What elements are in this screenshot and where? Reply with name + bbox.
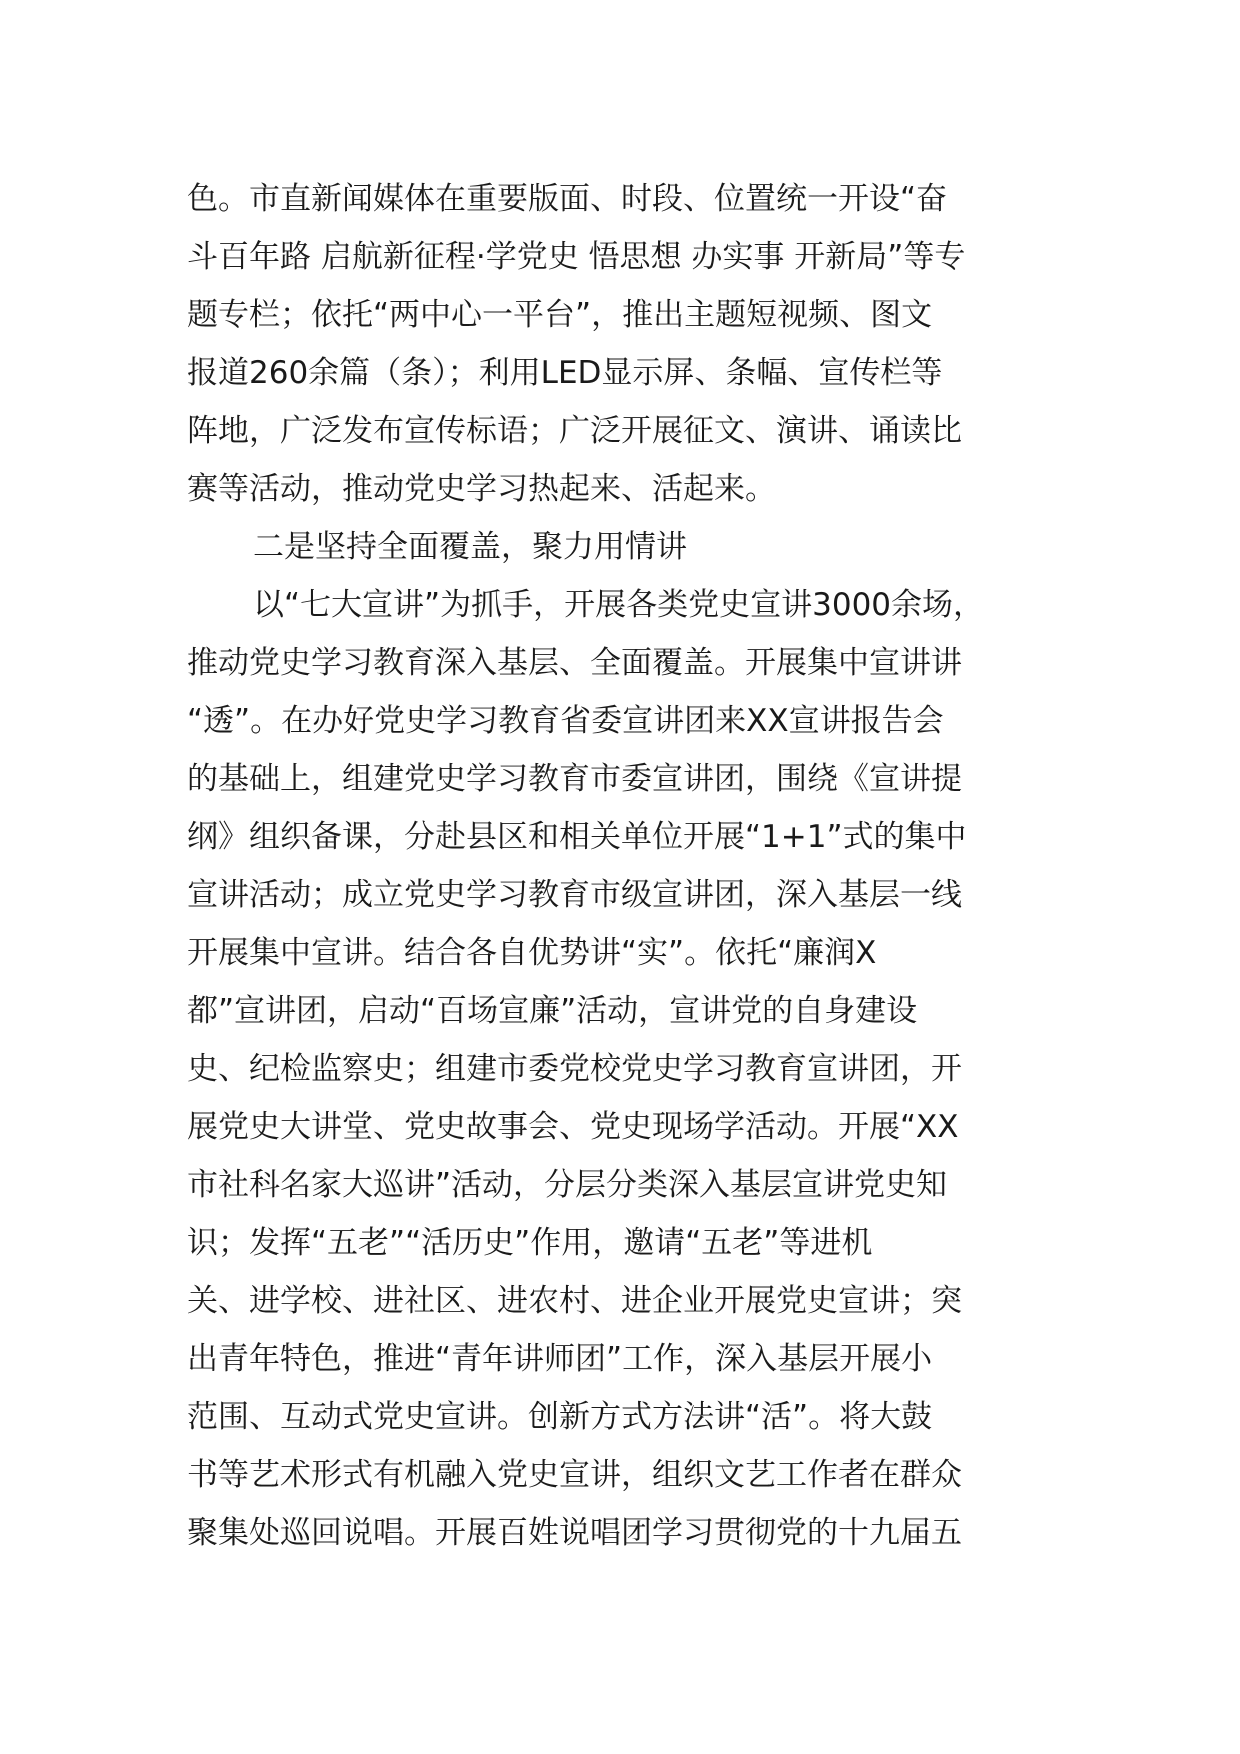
text-line: 色。市直新闻媒体在重要版面、时段、位置统一开设“奋 [187,181,948,217]
text-line: 开展集中宣讲。结合各自优势讲“实”。依托“廉润X [187,935,877,971]
text-line: 展党史大讲堂、党史故事会、党史现场学活动。开展“XX [187,1109,959,1145]
section-heading: 二是坚持全面覆盖，聚力用情讲 [253,529,687,565]
text-line: 市社科名家大巡讲”活动，分层分类深入基层宣讲党史知 [187,1167,948,1203]
text-line: 出青年特色，推进“青年讲师团”工作，深入基层开展小 [187,1341,933,1377]
text-line: 阵地，广泛发布宣传标语；广泛开展征文、演讲、诵读比 [187,413,962,449]
text-line: 题专栏；依托“两中心一平台”，推出主题短视频、图文 [187,297,933,333]
text-line: “透”。在办好党史学习教育省委宣讲团来XX宣讲报告会 [187,703,944,739]
text-line: 史、纪检监察史；组建市委党校党史学习教育宣讲团，开 [187,1051,962,1087]
text-line: 赛等活动，推动党史学习热起来、活起来。 [187,471,776,507]
text-line: 关、进学校、进社区、进农村、进企业开展党史宣讲；突 [187,1283,962,1319]
text-line: 纲》组织备课，分赴县区和相关单位开展“1+1”式的集中 [187,819,967,855]
text-line: 推动党史学习教育深入基层、全面覆盖。开展集中宣讲讲 [187,645,962,681]
text-line: 都”宣讲团，启动“百场宣廉”活动，宣讲党的自身建设 [187,993,918,1029]
text-line: 宣讲活动；成立党史学习教育市级宣讲团，深入基层一线 [187,877,962,913]
text-line: 的基础上，组建党史学习教育市委宣讲团，围绕《宣讲提 [187,761,962,797]
text-line: 聚集处巡回说唱。开展百姓说唱团学习贯彻党的十九届五 [187,1515,962,1551]
text-line: 书等艺术形式有机融入党史宣讲，组织文艺工作者在群众 [187,1457,962,1493]
text-line: 以“七大宣讲”为抓手，开展各类党史宣讲3000余场， [253,587,985,623]
text-line: 斗百年路 启航新征程·学党史 悟思想 办实事 开新局”等专 [187,239,966,275]
document-body [187,170,1067,1562]
text-line: 报道260余篇（条）；利用LED显示屏、条幅、宣传栏等 [187,355,943,391]
text-line: 识；发挥“五老”“活历史”作用，邀请“五老”等进机 [187,1225,873,1261]
text-line: 范围、互动式党史宣讲。创新方式方法讲“活”。将大鼓 [187,1399,933,1435]
